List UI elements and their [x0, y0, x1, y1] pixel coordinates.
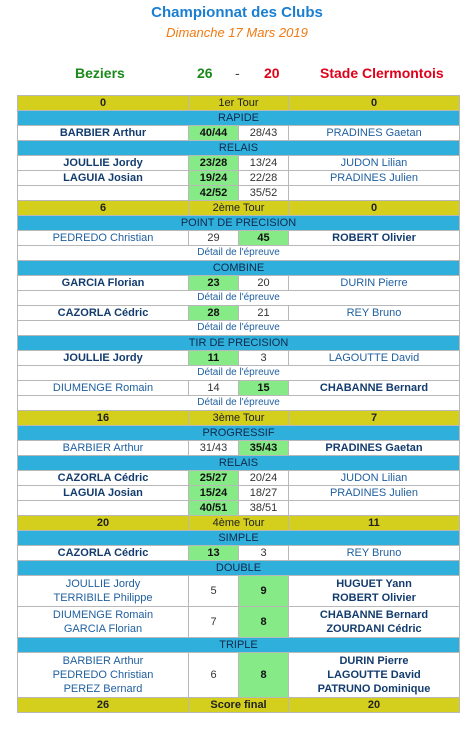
event-detail-row: [18, 366, 460, 381]
home-player: GARCIA Florian: [18, 276, 189, 291]
home-score: 23: [189, 276, 239, 291]
score-separator: -: [235, 65, 240, 81]
away-player: JUDON Lilian: [289, 156, 460, 171]
home-score: 29: [189, 231, 239, 246]
home-player: JOULLIE Jordy: [18, 156, 189, 171]
home-score: 15/24: [189, 486, 239, 501]
match-row: [18, 231, 460, 246]
home-score: 6: [189, 653, 239, 698]
event-section-header: [18, 111, 460, 126]
final-score-row: [18, 698, 460, 713]
round-label: 3ème Tour: [189, 411, 289, 426]
away-score: 3: [239, 546, 289, 561]
event-detail-link[interactable]: Détail de l'épreuve: [18, 396, 460, 411]
event-name: RAPIDE: [18, 111, 460, 126]
home-player: JOULLIE Jordy TERRIBILE Philippe: [18, 576, 189, 607]
round-row: [18, 411, 460, 426]
away-score: 35/52: [239, 186, 289, 201]
match-row: [18, 501, 460, 516]
event-name: COMBINE: [18, 261, 460, 276]
event-section-header: [18, 638, 460, 653]
home-player: CAZORLA Cédric: [18, 546, 189, 561]
match-row: [18, 186, 460, 201]
round-away-score: 0: [289, 96, 460, 111]
event-detail-link[interactable]: Détail de l'épreuve: [18, 291, 460, 306]
away-score: 8: [239, 607, 289, 638]
match-date: Dimanche 17 Mars 2019: [166, 25, 308, 40]
home-team-score: 26: [197, 65, 213, 81]
away-player: DURIN Pierre LAGOUTTE David PATRUNO Dominique: [289, 653, 460, 698]
home-player: LAGUIA Josian: [18, 171, 189, 186]
event-section-header: [18, 561, 460, 576]
match-row: [18, 471, 460, 486]
away-score: 13/24: [239, 156, 289, 171]
away-player: [289, 501, 460, 516]
home-score: 31/43: [189, 441, 239, 456]
event-detail-link[interactable]: Détail de l'épreuve: [18, 321, 460, 336]
home-score: 40/44: [189, 126, 239, 141]
event-name: SIMPLE: [18, 531, 460, 546]
event-name: RELAIS: [18, 141, 460, 156]
away-player: PRADINES Gaetan: [289, 441, 460, 456]
score-header: [0, 43, 474, 83]
away-player: [289, 186, 460, 201]
round-home-score: 6: [18, 201, 189, 216]
results-table: [17, 95, 460, 713]
event-name: DOUBLE: [18, 561, 460, 576]
match-row: [18, 607, 460, 638]
round-away-score: 20: [289, 698, 460, 713]
home-score: 14: [189, 381, 239, 396]
home-player: PEDREDO Christian: [18, 231, 189, 246]
home-player: CAZORLA Cédric: [18, 306, 189, 321]
event-section-header: [18, 261, 460, 276]
home-player: CAZORLA Cédric: [18, 471, 189, 486]
round-away-score: 0: [289, 201, 460, 216]
round-label: 1er Tour: [189, 96, 289, 111]
event-name: RELAIS: [18, 456, 460, 471]
away-score: 18/27: [239, 486, 289, 501]
match-row: [18, 576, 460, 607]
match-row: [18, 126, 460, 141]
event-section-header: [18, 531, 460, 546]
round-home-score: 16: [18, 411, 189, 426]
event-detail-row: [18, 396, 460, 411]
home-team-name: Beziers: [75, 65, 125, 81]
away-score: 28/43: [239, 126, 289, 141]
event-name: TRIPLE: [18, 638, 460, 653]
event-name: TIR DE PRECISION: [18, 336, 460, 351]
round-label: Score final: [189, 698, 289, 713]
event-section-header: [18, 141, 460, 156]
away-player: CHABANNE Bernard: [289, 381, 460, 396]
round-away-score: 7: [289, 411, 460, 426]
home-player: [18, 186, 189, 201]
event-detail-link[interactable]: Détail de l'épreuve: [18, 246, 460, 261]
event-name: POINT DE PRECISION: [18, 216, 460, 231]
away-team-score: 20: [264, 65, 280, 81]
event-section-header: [18, 456, 460, 471]
round-home-score: 20: [18, 516, 189, 531]
home-player: [18, 501, 189, 516]
round-row: [18, 201, 460, 216]
round-home-score: 0: [18, 96, 189, 111]
away-player: PRADINES Gaetan: [289, 126, 460, 141]
event-detail-link[interactable]: Détail de l'épreuve: [18, 366, 460, 381]
home-score: 11: [189, 351, 239, 366]
home-player: JOULLIE Jordy: [18, 351, 189, 366]
away-score: 21: [239, 306, 289, 321]
home-score: 40/51: [189, 501, 239, 516]
event-detail-row: [18, 321, 460, 336]
round-home-score: 26: [18, 698, 189, 713]
home-player: LAGUIA Josian: [18, 486, 189, 501]
home-player: BARBIER Arthur PEDREDO Christian PEREZ Bernard: [18, 653, 189, 698]
away-score: 3: [239, 351, 289, 366]
home-score: 28: [189, 306, 239, 321]
home-score: 13: [189, 546, 239, 561]
home-player: BARBIER Arthur: [18, 126, 189, 141]
event-section-header: [18, 216, 460, 231]
away-score: 38/51: [239, 501, 289, 516]
away-score: 15: [239, 381, 289, 396]
away-player: PRADINES Julien: [289, 171, 460, 186]
round-label: 4ème Tour: [189, 516, 289, 531]
match-row: [18, 546, 460, 561]
results-table-body: [18, 96, 460, 713]
match-row: [18, 653, 460, 698]
match-row: [18, 306, 460, 321]
event-name: PROGRESSIF: [18, 426, 460, 441]
home-player: BARBIER Arthur: [18, 441, 189, 456]
away-player: PRADINES Julien: [289, 486, 460, 501]
match-row: [18, 156, 460, 171]
away-score: 20/24: [239, 471, 289, 486]
page-title: Championnat des Clubs: [151, 4, 323, 21]
away-team-name: Stade Clermontois: [320, 65, 444, 81]
away-player: HUGUET Yann ROBERT Olivier: [289, 576, 460, 607]
event-detail-row: [18, 246, 460, 261]
away-player: REY Bruno: [289, 306, 460, 321]
away-player: JUDON Lilian: [289, 471, 460, 486]
round-row: [18, 516, 460, 531]
event-section-header: [18, 336, 460, 351]
results-page: [0, 3, 474, 713]
away-player: LAGOUTTE David: [289, 351, 460, 366]
home-score: 25/27: [189, 471, 239, 486]
match-row: [18, 351, 460, 366]
away-score: 22/28: [239, 171, 289, 186]
away-player: DURIN Pierre: [289, 276, 460, 291]
away-player: CHABANNE Bernard ZOURDANI Cédric: [289, 607, 460, 638]
event-section-header: [18, 426, 460, 441]
away-score: 45: [239, 231, 289, 246]
home-score: 5: [189, 576, 239, 607]
match-row: [18, 381, 460, 396]
home-score: 19/24: [189, 171, 239, 186]
away-score: 35/43: [239, 441, 289, 456]
away-player: REY Bruno: [289, 546, 460, 561]
away-player: ROBERT Olivier: [289, 231, 460, 246]
away-score: 20: [239, 276, 289, 291]
match-row: [18, 441, 460, 456]
away-score: 8: [239, 653, 289, 698]
away-score: 9: [239, 576, 289, 607]
home-player: DIUMENGE Romain GARCIA Florian: [18, 607, 189, 638]
round-away-score: 11: [289, 516, 460, 531]
round-row: [18, 96, 460, 111]
match-row: [18, 171, 460, 186]
match-row: [18, 276, 460, 291]
home-score: 23/28: [189, 156, 239, 171]
match-row: [18, 486, 460, 501]
home-player: DIUMENGE Romain: [18, 381, 189, 396]
event-detail-row: [18, 291, 460, 306]
home-score: 7: [189, 607, 239, 638]
round-label: 2ème Tour: [189, 201, 289, 216]
home-score: 42/52: [189, 186, 239, 201]
